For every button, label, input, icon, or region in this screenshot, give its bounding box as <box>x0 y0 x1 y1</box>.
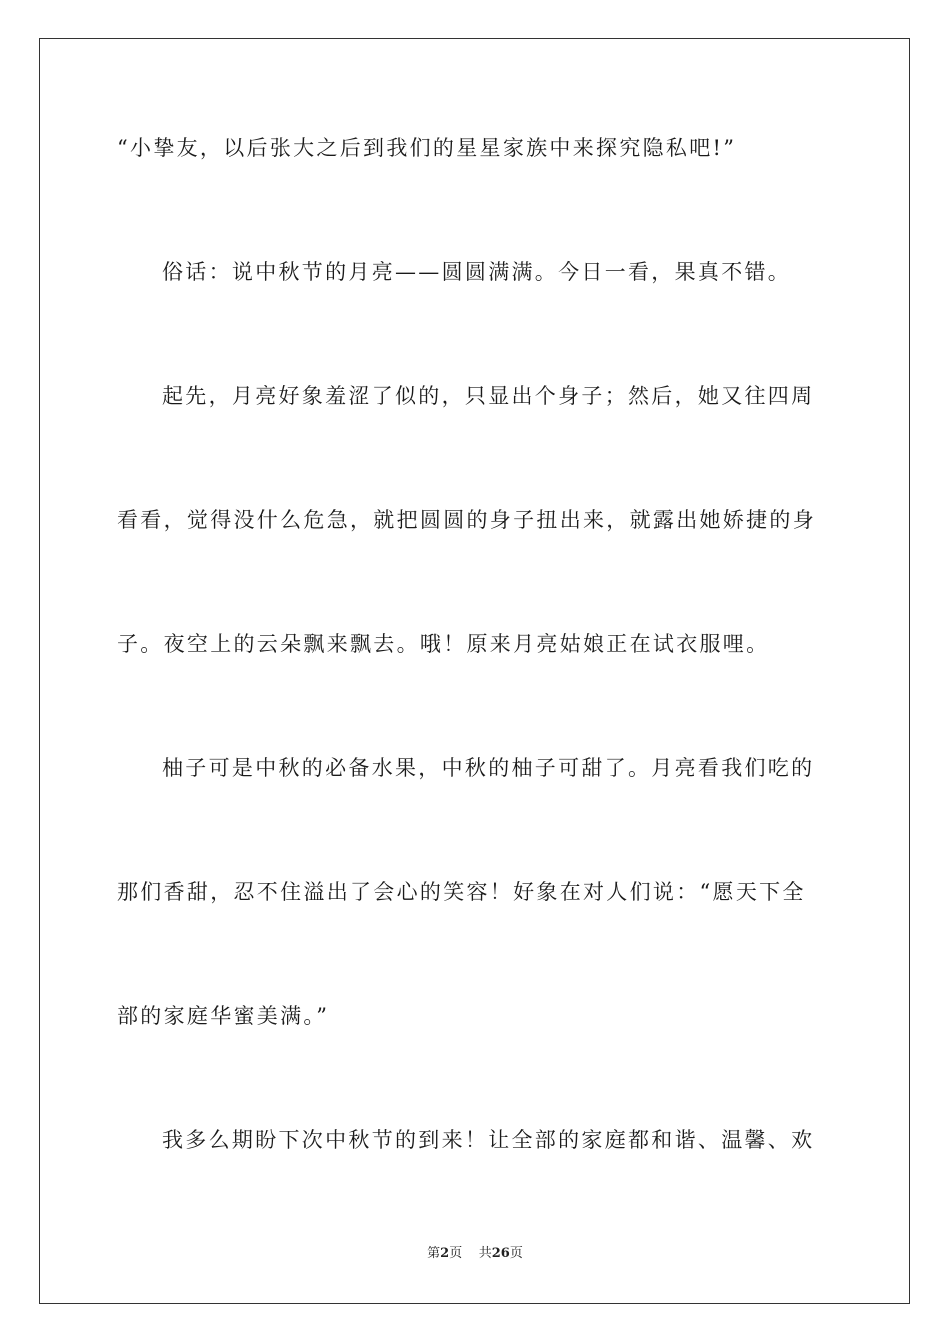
text-line-6: 柚子可是中秋的必备水果，中秋的柚子可甜了。月亮看我们吃的 <box>162 756 815 780</box>
text-line-1: “小挚友，以后张大之后到我们的星星家族中来探究隐私吧!” <box>117 136 737 160</box>
total-suffix: 页 <box>509 1246 523 1261</box>
page-number: 2 <box>440 1246 450 1261</box>
page-prefix: 第 <box>427 1246 441 1261</box>
text-line-9: 我多么期盼下次中秋节的到来！让全部的家庭都和谐、温馨、欢 <box>162 1128 815 1152</box>
text-line-7: 那们香甜，忍不住溢出了会心的笑容！好象在对人们说：“愿天下全 <box>117 880 806 904</box>
text-line-2: 俗话：说中秋节的月亮——圆圆满满。今日一看，果真不错。 <box>162 260 792 284</box>
total-pages: 26 <box>491 1246 510 1261</box>
page-footer <box>0 1245 950 1263</box>
text-line-4: 看看，觉得没什么危急，就把圆圆的身子扭出来，就露出她娇捷的身 <box>117 508 816 532</box>
page-suffix: 页 <box>449 1246 463 1261</box>
total-prefix: 共 <box>478 1246 492 1261</box>
text-line-5: 子。夜空上的云朵飘来飘去。哦！原来月亮姑娘正在试衣服哩。 <box>117 632 770 656</box>
page-border <box>39 38 910 1304</box>
text-line-8: 部的家庭华蜜美满。” <box>117 1004 330 1028</box>
text-line-3: 起先，月亮好象羞涩了似的，只显出个身子；然后，她又往四周 <box>162 384 815 408</box>
